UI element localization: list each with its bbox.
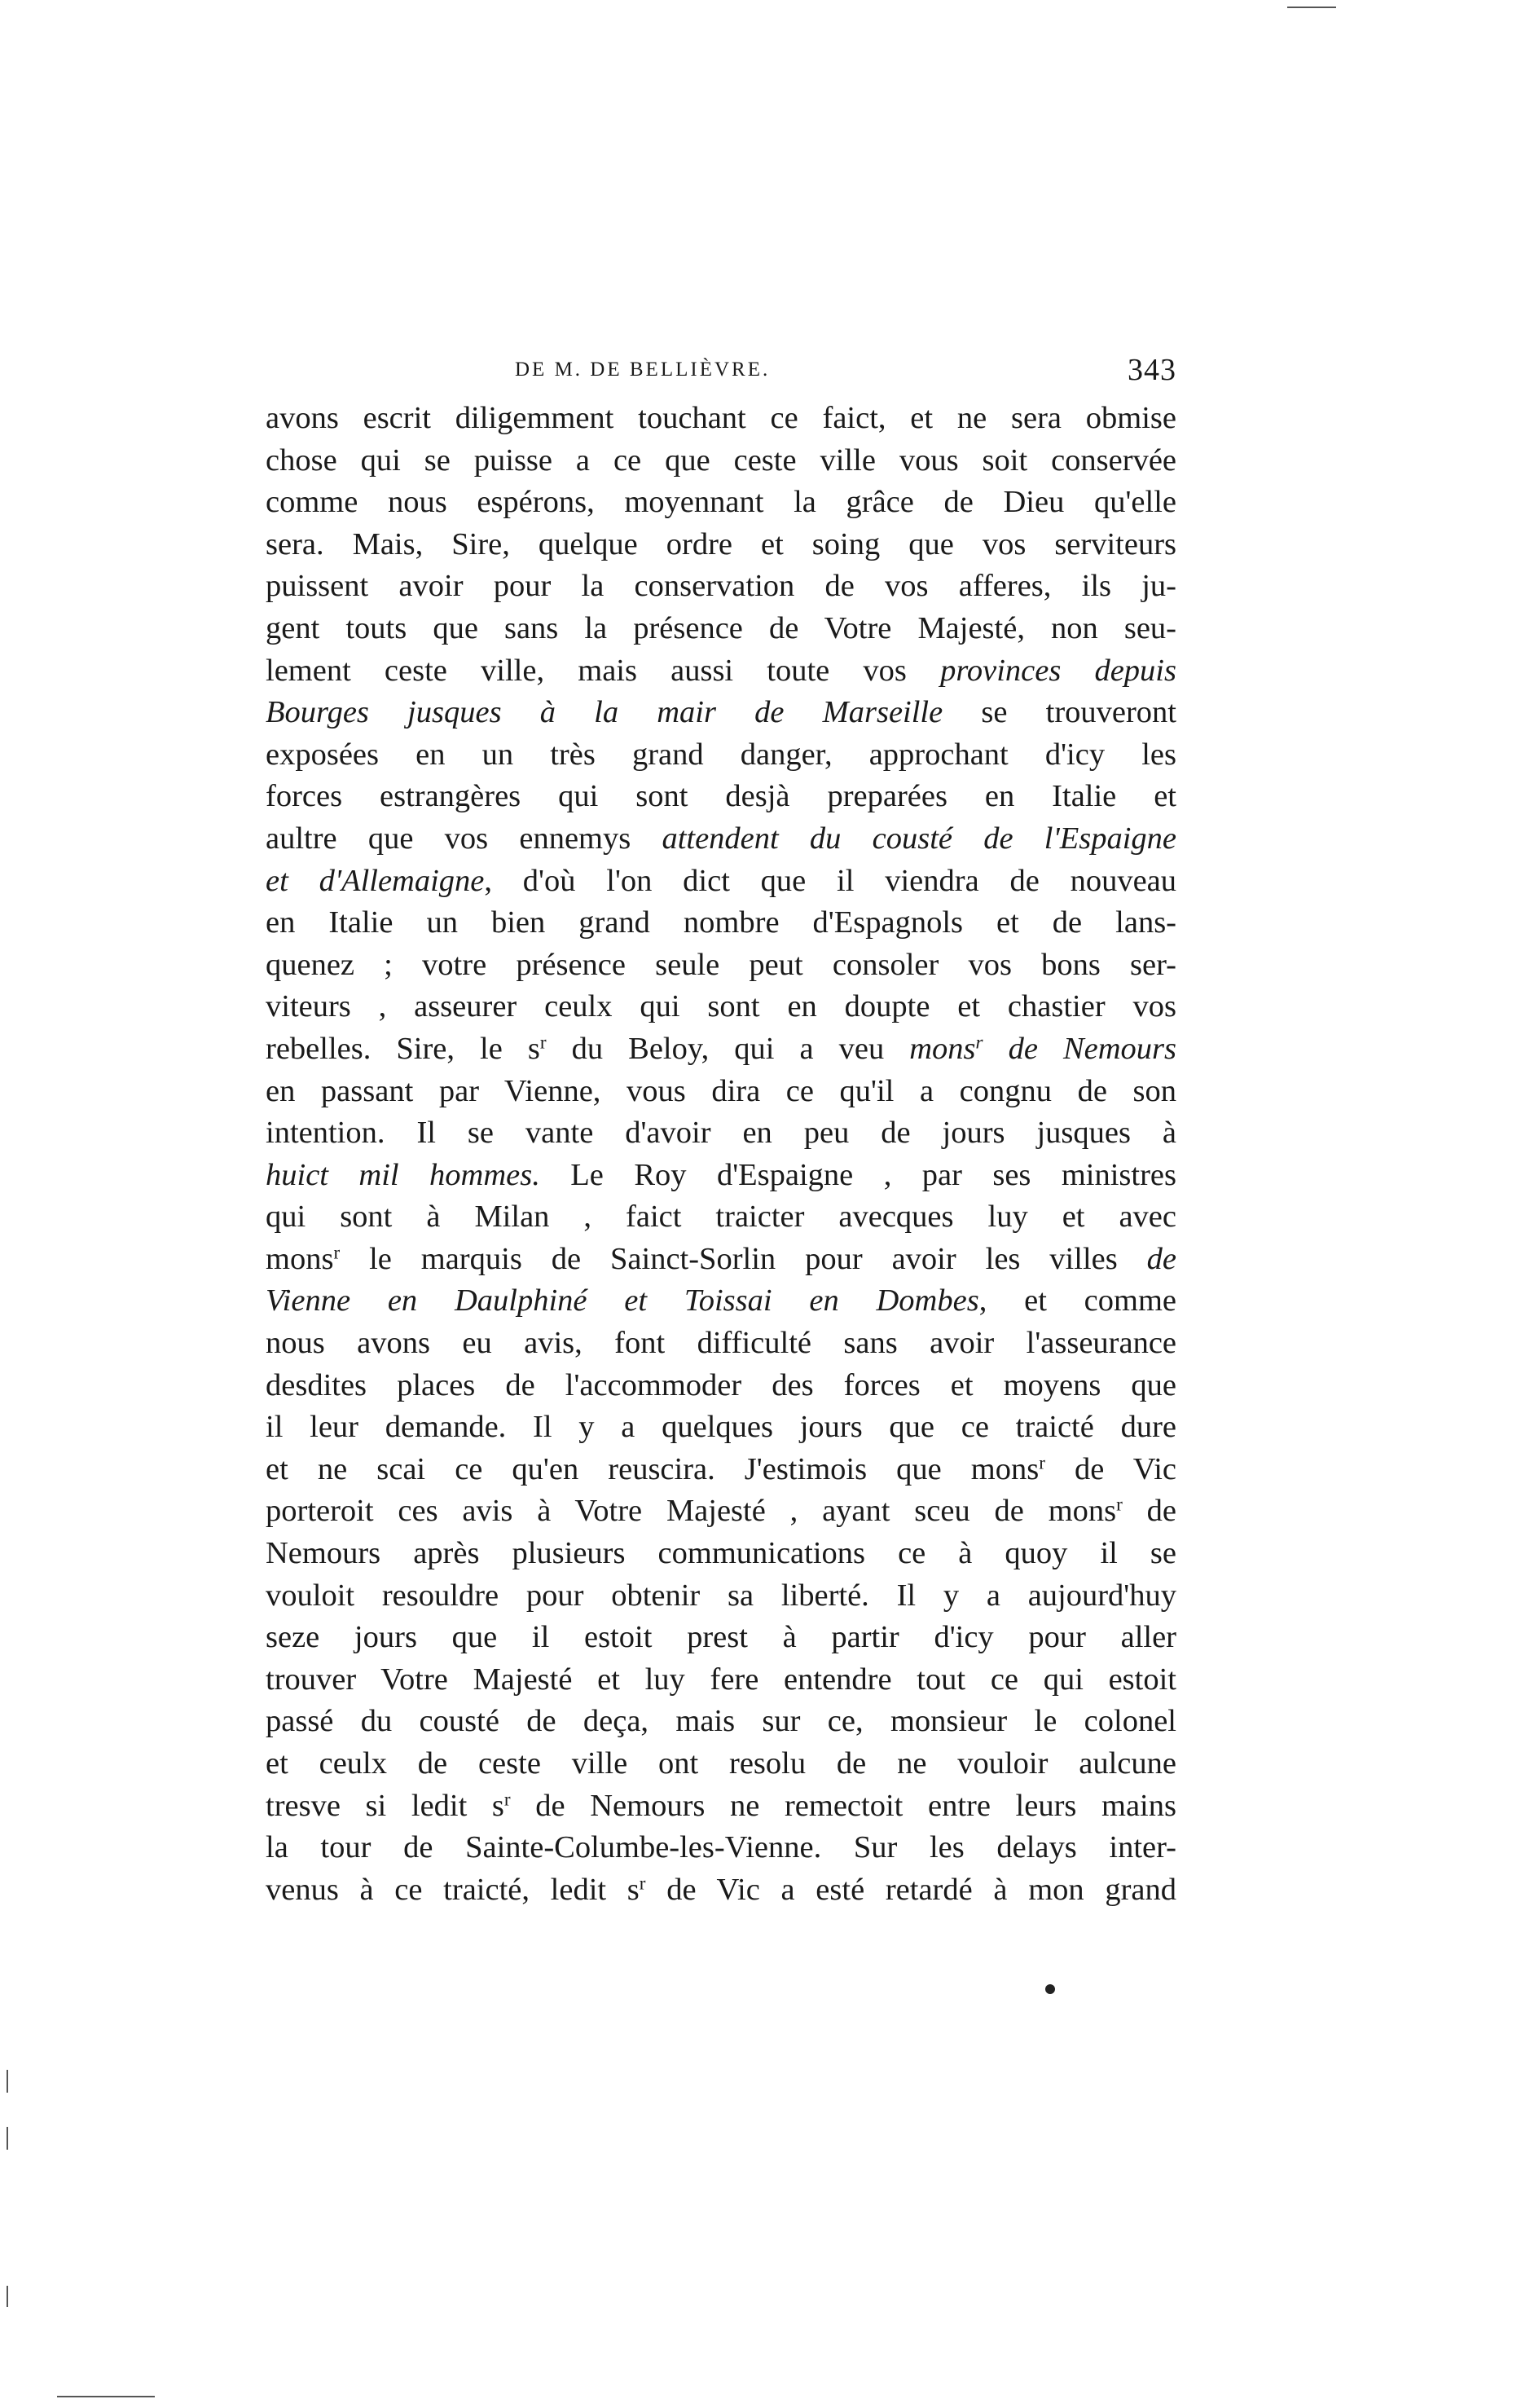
text-line (266, 1659, 1176, 1701)
text-line (266, 440, 1176, 482)
text-segment: venus à ce traicté, ledit s (266, 1872, 640, 1907)
text-line (266, 524, 1176, 566)
italic-text: mons (909, 1031, 976, 1066)
text-segment: vouloit resouldre pour obtenir sa liberté. Il y a aujourd'huy (266, 1578, 1176, 1613)
text-line (266, 944, 1176, 987)
text-line (266, 1071, 1176, 1113)
text-line (266, 1449, 1176, 1491)
text-segment: comme nous espérons, moyennant la grâce de Dieu qu'elle (266, 485, 1176, 520)
text-line (266, 1280, 1176, 1323)
running-title: DE M. DE BELLIÈVRE. (515, 359, 771, 381)
text-segment: trouver Votre Majesté et luy fere entendre tout ce qui estoit (266, 1662, 1176, 1697)
italic-text: huict mil hommes. (266, 1157, 540, 1192)
superscript: r (1039, 1451, 1045, 1473)
text-segment: de (1122, 1494, 1176, 1529)
text-line (266, 1323, 1176, 1365)
text-segment: intention. Il se vante d'avoir en peu de jours jusques à (266, 1116, 1176, 1151)
text-segment: nous avons eu avis, font difficulté sans avoir l'asseurance (266, 1326, 1176, 1361)
text-line (266, 986, 1176, 1028)
text-line (266, 566, 1176, 608)
ink-speck (1045, 1984, 1055, 1994)
text-segment: tresve si ledit s (266, 1788, 504, 1823)
text-line (266, 818, 1176, 861)
scan-artifact (1287, 7, 1336, 8)
text-line (266, 1490, 1176, 1533)
text-segment: quenez ; votre présence seule peut consoler vos bons ser- (266, 947, 1176, 982)
text-segment: , d'où l'on dict que il viendra de nouveau (484, 863, 1176, 898)
text-segment: de Vic (1044, 1451, 1176, 1486)
text-segment: avons escrit diligemment touchant ce faict, et ne sera obmise (266, 401, 1176, 435)
text-segment: , et comme (978, 1283, 1176, 1318)
text-segment: forces estrangères qui sont desjà preparées en Italie et (266, 779, 1176, 814)
text-line (266, 1155, 1176, 1197)
text-line (266, 734, 1176, 777)
superscript: r (503, 1787, 511, 1809)
superscript: r (333, 1241, 341, 1263)
text-line (266, 1028, 1176, 1071)
text-line (266, 1575, 1176, 1618)
italic-text: provinces depuis (940, 653, 1176, 688)
text-line (266, 1239, 1176, 1281)
text-segment: porteroit ces avis à Votre Majesté , ayant sceu de mons (266, 1494, 1117, 1529)
text-segment: qui sont à Milan , faict traicter avecques luy et avec (266, 1200, 1176, 1235)
text-line (266, 650, 1176, 693)
text-segment: lement ceste ville, mais aussi toute vos (266, 653, 941, 688)
text-segment: du Beloy, qui a veu (546, 1031, 910, 1066)
text-segment: en passant par Vienne, vous dira ce qu'il a congnu de son (266, 1073, 1176, 1108)
text-segment: de Nemours ne remectoit entre leurs mains (510, 1788, 1176, 1823)
text-line (266, 1196, 1176, 1239)
text-line (266, 902, 1176, 944)
text-segment: Le Roy d'Espaigne , par ses ministres (539, 1157, 1177, 1192)
italic-text: de Nemours (983, 1031, 1176, 1066)
text-line (266, 1701, 1176, 1743)
italic-text: Vienne en Daulphiné et Toissai en Dombes (266, 1283, 979, 1318)
text-line (266, 1407, 1176, 1449)
text-segment: passé du cousté de deça, mais sur ce, monsieur le colonel (266, 1704, 1176, 1739)
text-segment: Nemours après plusieurs communications ce à quoy il se (266, 1536, 1176, 1571)
text-segment: viteurs , asseurer ceulx qui sont en doupte et chastier vos (266, 989, 1176, 1024)
text-segment: desdites places de l'accommoder des forces et moyens que (266, 1367, 1176, 1402)
text-line (266, 1869, 1176, 1912)
text-segment: en Italie un bien grand nombre d'Espagnols et de lans- (266, 905, 1176, 940)
running-head (266, 352, 1176, 401)
superscript: r (639, 1872, 646, 1894)
scan-artifact (57, 2396, 155, 2397)
italic-text: attendent du cousté de l'Espaigne (662, 821, 1176, 856)
text-line (266, 1112, 1176, 1155)
text-segment: aultre que vos ennemys (266, 821, 662, 856)
text-line (266, 776, 1176, 818)
text-segment: sera. Mais, Sire, quelque ordre et soing que vos serviteurs (266, 526, 1176, 561)
text-segment: se trouveront (943, 695, 1176, 730)
text-line (266, 1827, 1176, 1869)
superscript: r (539, 1031, 547, 1053)
text-segment: et ceulx de ceste ville ont resolu de ne vouloir aulcune (266, 1746, 1176, 1781)
scan-artifact (7, 2070, 8, 2093)
text-line (266, 1617, 1176, 1659)
text-segment: mons (266, 1241, 334, 1276)
body-text (266, 398, 1176, 1911)
text-line (266, 1785, 1176, 1828)
text-segment: seze jours que il estoit prest à partir d'icy pour aller (266, 1620, 1176, 1655)
text-line (266, 1743, 1176, 1785)
text-line (266, 398, 1176, 440)
text-segment: puissent avoir pour la conservation de vos afferes, ils ju- (266, 569, 1176, 604)
superscript: r (1116, 1493, 1123, 1515)
text-line (266, 1365, 1176, 1407)
superscript: r (975, 1031, 983, 1053)
page-number: 343 (1128, 353, 1176, 387)
text-segment: et ne scai ce qu'en reuscira. J'estimois que mons (266, 1451, 1040, 1486)
text-segment: chose qui se puisse a ce que ceste ville vous soit conservée (266, 442, 1176, 478)
text-segment: gent touts que sans la présence de Votre Majesté, non seu- (266, 610, 1176, 645)
text-line (266, 608, 1176, 650)
text-segment: le marquis de Sainct-Sorlin pour avoir les villes (340, 1241, 1147, 1276)
text-segment: la tour de Sainte-Columbe-les-Vienne. Sur les delays inter- (266, 1830, 1176, 1865)
scan-artifact (7, 2127, 8, 2150)
text-segment: rebelles. Sire, le s (266, 1031, 540, 1066)
text-line (266, 1533, 1176, 1575)
text-line (266, 482, 1176, 524)
italic-text: Bourges jusques à la mair de Marseille (266, 695, 943, 730)
text-segment: de Vic a esté retardé à mon grand (645, 1872, 1176, 1907)
text-line (266, 692, 1176, 734)
text-segment: exposées en un très grand danger, approchant d'icy les (266, 737, 1176, 772)
italic-text: de (1146, 1241, 1176, 1276)
italic-text: et d'Allemaigne (266, 863, 485, 898)
text-segment: il leur demande. Il y a quelques jours que ce traicté dure (266, 1410, 1176, 1445)
text-line (266, 861, 1176, 903)
scan-artifact (7, 2286, 8, 2307)
